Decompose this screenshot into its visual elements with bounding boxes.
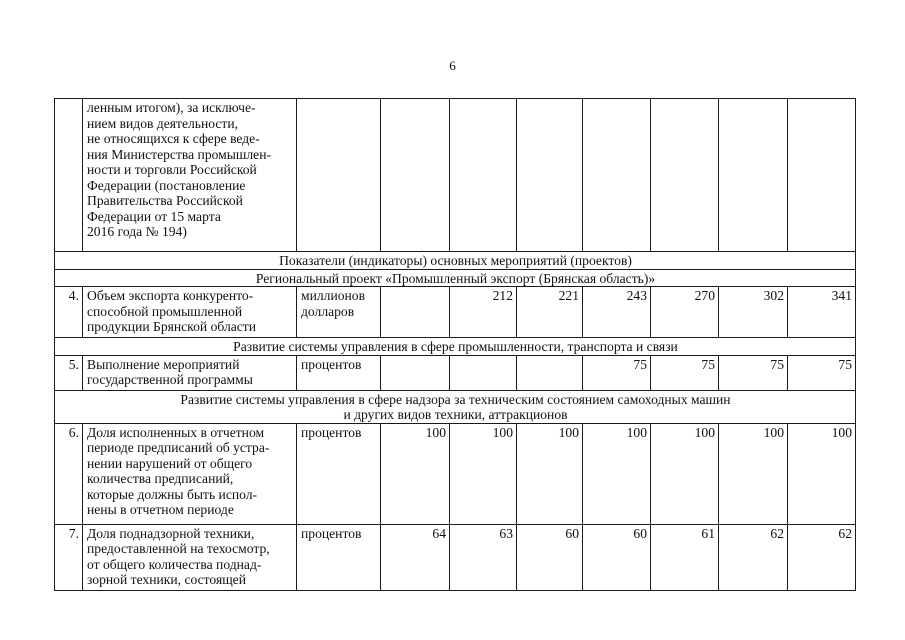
table-row [55,355,856,390]
page-number: 6 [449,58,456,73]
section-title: Развитие системы управления в сфере промышленности, транспорта и связи [55,338,856,356]
value-cell: 75 [719,355,788,390]
unit-cell: процентов [297,423,381,524]
value-cell: 61 [651,524,719,590]
value-cell [517,355,583,390]
unit-cell: процентов [297,355,381,390]
value-cell: 75 [651,355,719,390]
section-row-main-indicators [55,252,856,270]
value-cell [651,99,719,252]
value-cell: 221 [517,287,583,338]
value-cell: 75 [788,355,856,390]
value-cell [450,99,517,252]
table-row-continuation [55,99,856,252]
value-cell [517,99,583,252]
indicators-table [54,98,856,591]
value-cell [788,99,856,252]
row-index: 6. [55,423,83,524]
section-row-industry [55,338,856,356]
value-cell [719,99,788,252]
value-cell: 62 [719,524,788,590]
value-cell: 75 [583,355,651,390]
value-cell: 100 [719,423,788,524]
table-row [55,524,856,590]
description-cell: Объем экспорта конкуренто- способной промышленной продукции Брянской области [83,287,297,338]
value-cell: 212 [450,287,517,338]
section-title: Региональный проект «Промышленный экспорт (Брянская область)» [55,269,856,287]
value-cell: 100 [583,423,651,524]
section-row-regional-project [55,269,856,287]
value-cell [381,287,450,338]
unit-cell: процентов [297,524,381,590]
description-cell: Доля поднадзорной техники, предоставленной на техосмотр, от общего количества поднад- зорной техники, состоящей [83,524,297,590]
value-cell: 270 [651,287,719,338]
value-cell: 100 [651,423,719,524]
value-cell: 302 [719,287,788,338]
value-cell [583,99,651,252]
value-cell: 341 [788,287,856,338]
section-title: Развитие системы управления в сфере надзора за техническим состоянием самоходных машин и других видов техники, аттракционов [55,390,856,423]
table-row [55,423,856,524]
value-cell [381,99,450,252]
value-cell [450,355,517,390]
value-cell: 63 [450,524,517,590]
row-index: 4. [55,287,83,338]
section-row-supervision [55,390,856,423]
value-cell: 100 [450,423,517,524]
value-cell: 60 [583,524,651,590]
section-title: Показатели (индикаторы) основных мероприятий (проектов) [55,252,856,270]
description-cell: Выполнение мероприятий государственной программы [83,355,297,390]
value-cell: 243 [583,287,651,338]
index-cell [55,99,83,252]
unit-cell: миллионов долларов [297,287,381,338]
row-index: 7. [55,524,83,590]
unit-cell [297,99,381,252]
description-cell: ленным итогом), за исключе- нием видов деятельности, не относящихся к сфере веде- ния Министерства промышлен- ности и торговли Российской Федерации (постановление Правительства Российской Федерации от 15 марта 2016 года № 194) [83,99,297,252]
row-index: 5. [55,355,83,390]
value-cell: 100 [517,423,583,524]
value-cell: 62 [788,524,856,590]
value-cell: 64 [381,524,450,590]
table-row [55,287,856,338]
value-cell: 60 [517,524,583,590]
value-cell: 100 [788,423,856,524]
description-cell: Доля исполненных в отчетном периоде предписаний об устра- нении нарушений от общего количества предписаний, которые должны быть испол- нены в отчетном периоде [83,423,297,524]
value-cell: 100 [381,423,450,524]
value-cell [381,355,450,390]
